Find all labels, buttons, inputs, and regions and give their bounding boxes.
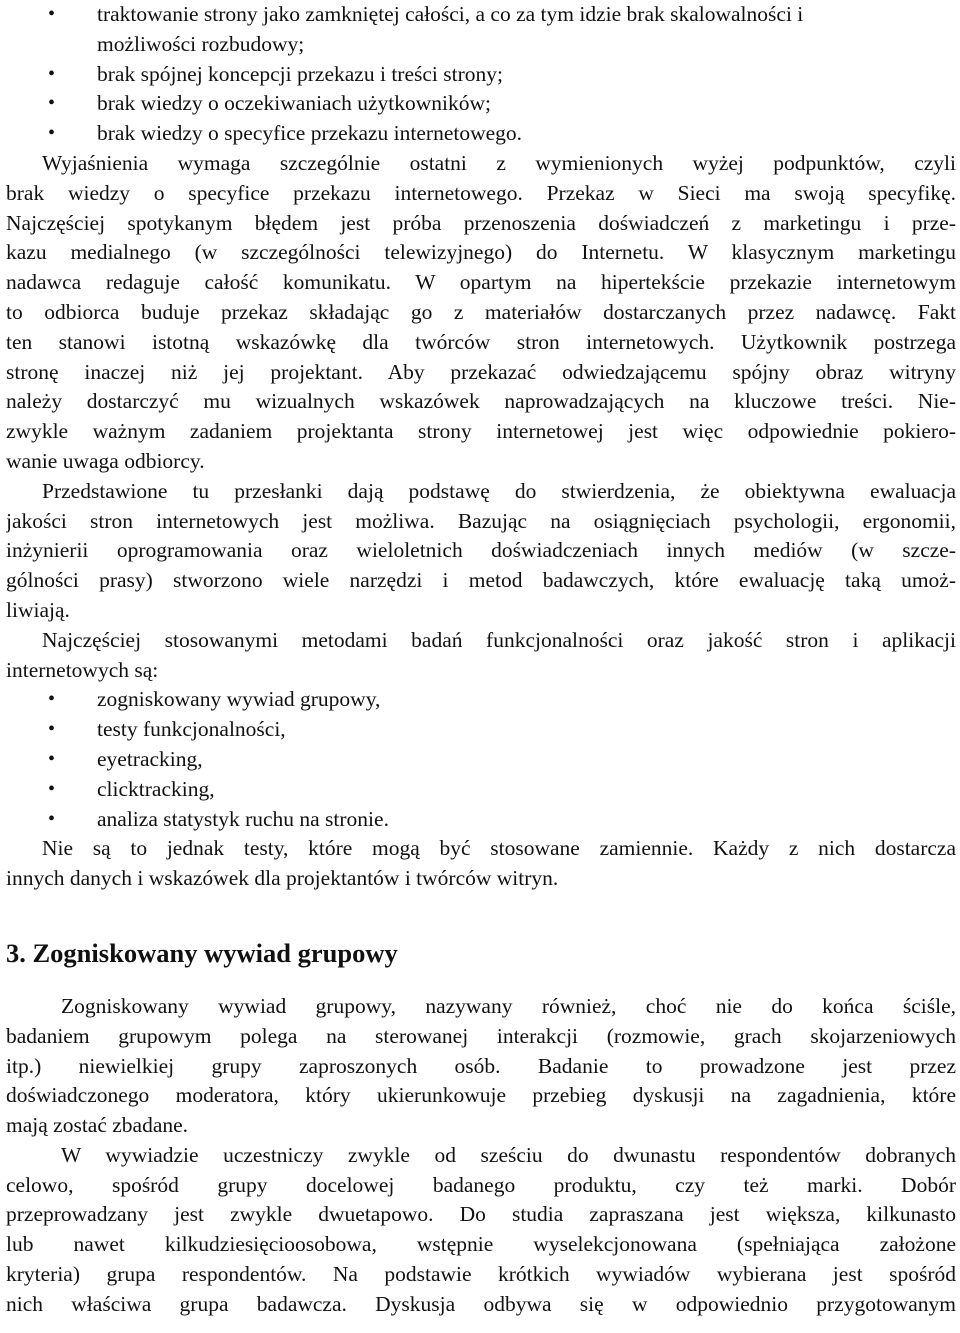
paragraph-methods-note — [6, 834, 956, 894]
paragraph-line: wanie uwaga odbiorcy. — [6, 448, 205, 473]
paragraph-line: Zogniskowany wywiad grupowy, nazywany również, choć nie do końca ściśle, — [61, 993, 956, 1018]
paragraph-line: itp.) niewielkiej grupy zaproszonych osób. Badanie to prowadzone jest przez — [6, 1053, 956, 1078]
list-item-text: możliwości rozbudowy; — [97, 31, 305, 56]
spacer — [6, 920, 956, 934]
bullet-icon: • — [48, 3, 56, 25]
paragraph-participants — [6, 1141, 956, 1320]
paragraph-line: to odbiorca buduje przekaz składając go z materiałów dostarczanych przez nadawcę. Fakt — [6, 299, 956, 324]
list-item — [6, 715, 956, 745]
spacer — [6, 972, 956, 992]
paragraph-line: gólności prasy) stworzono wiele narzędzi i metod badawczych, które ewaluację taką umoż- — [6, 568, 956, 593]
paragraph-line: celowo, spośród grupy docelowej badanego produktu, czy też marki. Dobór — [6, 1172, 956, 1197]
bullet-icon: • — [48, 807, 56, 830]
paragraph-evaluation — [6, 477, 956, 626]
paragraph-line: badaniem grupowym polega na sterowanej interakcji (rozmowie, grach skojarzeniowych — [6, 1023, 956, 1048]
paragraph-line: Przedstawione tu przesłanki dają podstawę do stwierdzenia, że obiektywna ewaluacja — [42, 478, 956, 503]
paragraph-line: mają zostać zbadane. — [6, 1113, 189, 1138]
list-item-text: brak spójnej koncepcji przekazu i treści strony; — [97, 61, 503, 86]
list-item — [6, 0, 956, 30]
list-item-text: testy funkcjonalności, — [97, 717, 286, 742]
paragraph-methods-intro — [6, 626, 956, 686]
paragraph-line: Wyjaśnienia wymaga szczególnie ostatni z wymienionych wyżej podpunktów, czyli — [42, 150, 956, 175]
spacer — [6, 894, 956, 920]
paragraph-web-specifics — [6, 149, 956, 477]
paragraph-line: należy dostarczyć mu wizualnych wskazówek naprowadzających na kluczowe treści. Nie- — [6, 389, 956, 414]
paragraph-line: jakości stron internetowych jest możliwa. Bazując na osiągnięciach psychologii, ergonomii, — [6, 508, 956, 533]
bullet-icon: • — [48, 718, 56, 741]
paragraph-line: Najczęściej stosowanymi metodami badań funkcjonalności oraz jakość stron i aplikacji — [42, 627, 956, 652]
paragraph-line: lub nawet kilkudziesięcioosobowa, wstępnie wyselekcjonowana (spełniająca założone — [6, 1232, 956, 1257]
paragraph-line: kazu medialnego (w szczególności telewizyjnego) do Internetu. W klasycznym marketingu — [6, 240, 956, 265]
paragraph-line: nadawca redaguje całość komunikatu. W opartym na hipertekście przekazie internetowym — [6, 270, 956, 295]
list-item — [6, 119, 956, 149]
paragraph-line: zwykle ważnym zadaniem projektanta strony internetowej jest więc odpowiednie pokiero- — [6, 419, 956, 444]
list-item — [6, 745, 956, 775]
bullet-icon: • — [48, 122, 56, 145]
paragraph-line: innych danych i wskazówek dla projektantów i twórców witryn. — [6, 866, 559, 891]
bullet-icon: • — [48, 747, 56, 770]
list-item-text: traktowanie strony jako zamkniętej całości, a co za tym idzie brak skalowalności i — [97, 2, 804, 26]
paragraph-line: nich właściwa grupa badawcza. Dyskusja odbywa się w odpowiednio przygotowanym — [6, 1291, 956, 1316]
paragraph-line: liwiają. — [6, 597, 70, 622]
list-item — [6, 60, 956, 90]
paragraph-line: W wywiadzie uczestniczy zwykle od sześciu do dwunastu respondentów dobranych — [61, 1142, 956, 1167]
bullet-icon: • — [48, 688, 56, 711]
paragraph-line: internetowych są: — [6, 657, 159, 682]
paragraph-line: Nie są to jednak testy, które mogą być stosowane zamiennie. Każdy z nich dostarcza — [42, 836, 956, 861]
list-item-text: analiza statystyk ruchu na stronie. — [97, 806, 389, 831]
document-page — [6, 0, 956, 1320]
list-item — [6, 775, 956, 805]
bullet-icon: • — [48, 62, 56, 85]
paragraph-line: przeprowadzany jest zwykle dwuetapowo. Do studia zapraszana jest większa, kilkunasto — [6, 1202, 956, 1227]
list-item-text: zogniskowany wywiad grupowy, — [97, 687, 381, 712]
list-item-text: clicktracking, — [97, 776, 215, 801]
section-heading: 3. Zogniskowany wywiad grupowy — [6, 937, 398, 968]
paragraph-line: ten stanowi istotną wskazówkę dla twórców stron internetowych. Użytkownik postrzega — [6, 329, 956, 354]
bullet-icon: • — [48, 777, 56, 800]
paragraph-line: kryteria) grupa respondentów. Na podstawie krótkich wywiadów wybierana jest spośród — [6, 1262, 956, 1287]
bullet-icon: • — [48, 92, 56, 115]
paragraph-line: inżynierii oprogramowania oraz wieloletnich doświadczeniach innych mediów (w szcze- — [6, 538, 956, 563]
list-item-continuation — [6, 30, 956, 60]
paragraph-line: stronę inaczej niż jej projektant. Aby przekazać odwiedzającemu spójny obraz witryny — [6, 359, 956, 384]
paragraph-line: doświadczonego moderatora, który ukierunkowuje przebieg dyskusji na zagadnienia, które — [6, 1083, 956, 1108]
list-item-text: eyetracking, — [97, 746, 203, 771]
list-item-text: brak wiedzy o specyfice przekazu internetowego. — [97, 121, 523, 146]
paragraph-focus-group-definition — [6, 992, 956, 1141]
list-item — [6, 685, 956, 715]
list-item — [6, 89, 956, 119]
methods-bullet-list — [6, 685, 956, 834]
paragraph-line: brak wiedzy o specyfice przekazu internetowego. Przekaz w Sieci ma swoją specyfikę. — [6, 180, 956, 205]
paragraph-line: Najczęściej spotykanym błędem jest próba przenoszenia doświadczeń z marketingu i prze- — [6, 210, 956, 235]
list-item — [6, 805, 956, 835]
list-item-text: brak wiedzy o oczekiwaniach użytkowników; — [97, 91, 492, 116]
issues-bullet-list — [6, 0, 956, 149]
